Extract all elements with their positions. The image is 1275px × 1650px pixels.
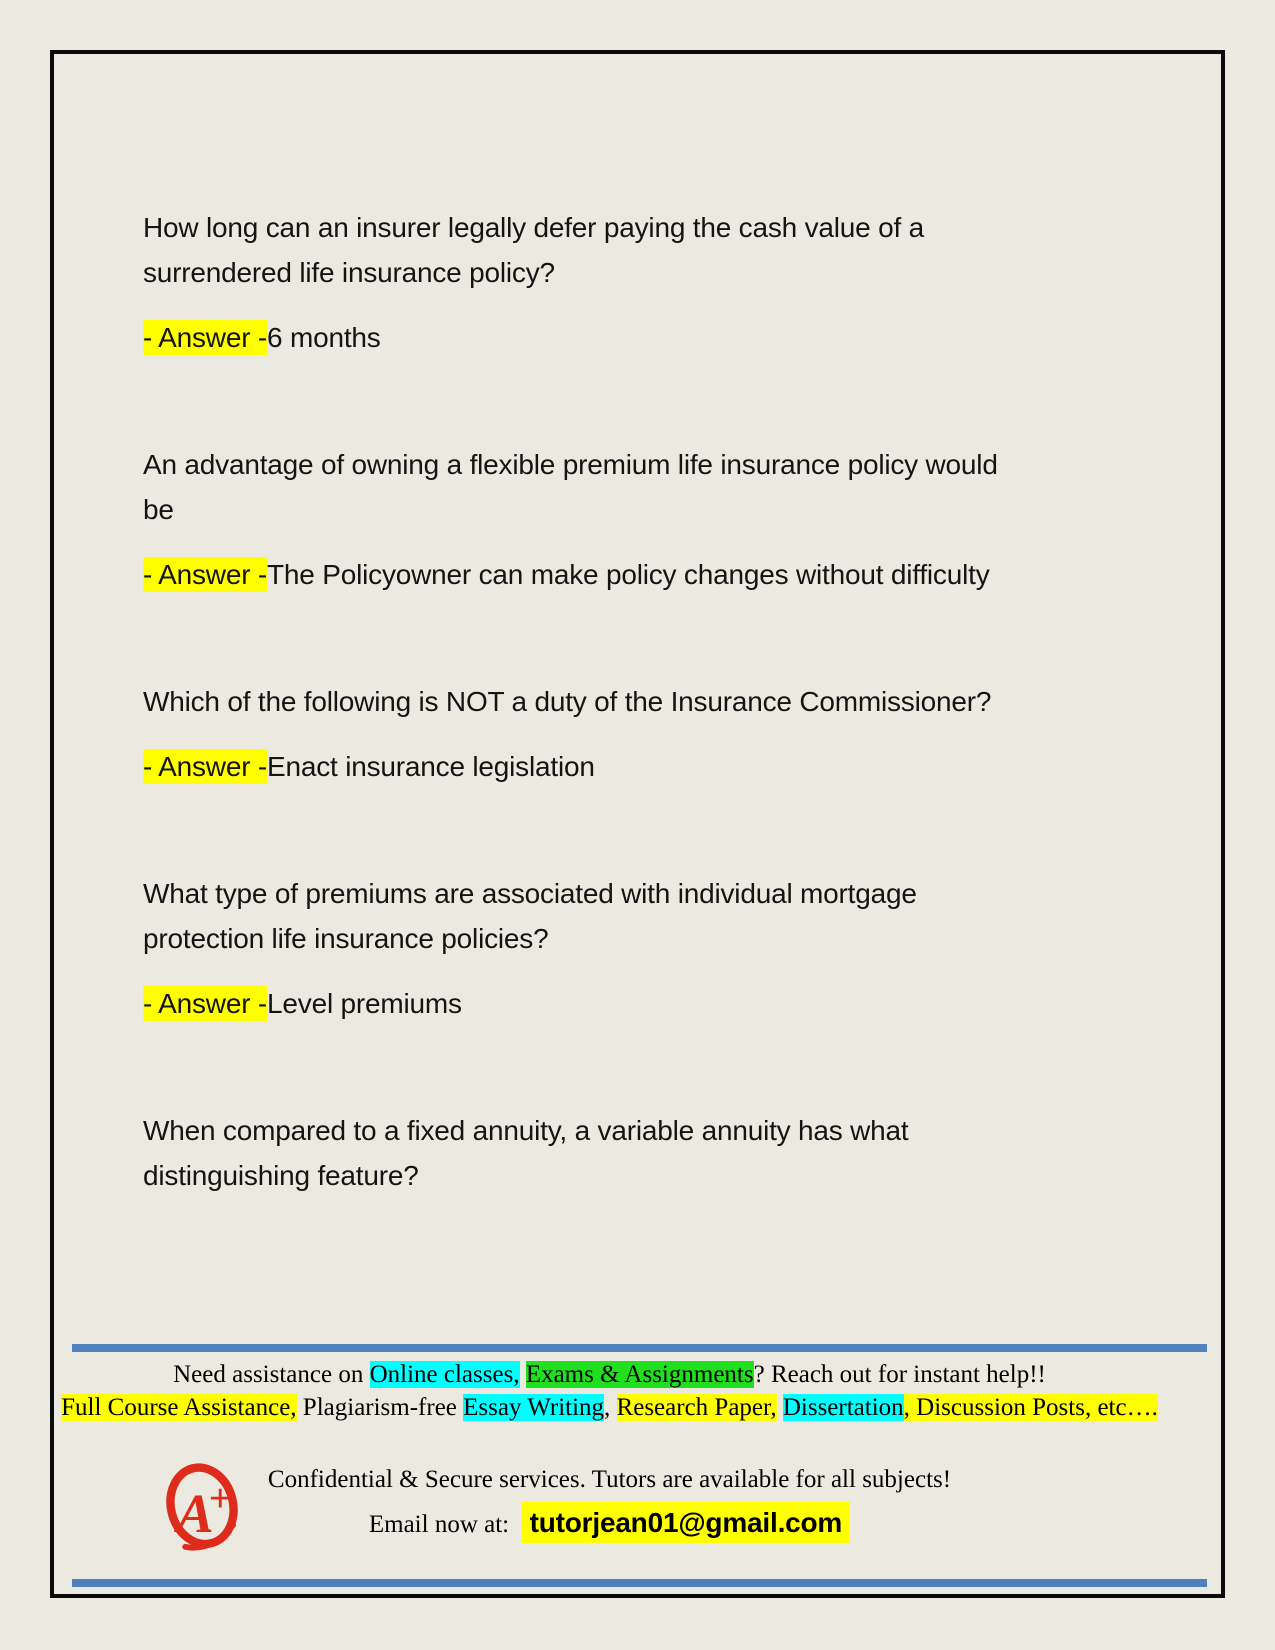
promo-text: , (604, 1394, 617, 1421)
a-plus-logo-icon (160, 1458, 244, 1562)
promo-text (777, 1394, 783, 1421)
promo-text: Plagiarism-free (296, 1394, 464, 1421)
question-line: protection life insurance policies? (143, 923, 549, 954)
qa-item (143, 205, 1161, 360)
qa-content (54, 54, 1221, 1198)
email-label: Email now at: (368, 1511, 510, 1538)
answer-text (143, 744, 1161, 789)
answer-value: 6 months (267, 322, 381, 353)
logo-plus-sign: + (208, 1475, 232, 1521)
qa-item (143, 442, 1161, 597)
answer-text (143, 981, 1161, 1026)
answer-label-highlight: - Answer - (143, 559, 268, 590)
footer-promo-line1 (54, 1358, 1165, 1391)
question-line: surrendered life insurance policy? (143, 257, 555, 288)
email-address[interactable]: tutorjean01@gmail.com (522, 1502, 851, 1543)
promo-text: ? Reach out for instant help!! (753, 1361, 1046, 1388)
question-line: Which of the following is NOT a duty of the Insurance Commissioner? (143, 686, 992, 717)
question-text (143, 1108, 1161, 1198)
answer-label-highlight: - Answer - (143, 322, 268, 353)
question-line: distinguishing feature? (143, 1160, 419, 1191)
question-text (143, 442, 1161, 532)
question-line: An advantage of owning a flexible premium life insurance policy would (143, 449, 998, 480)
qa-item (143, 1108, 1161, 1198)
question-text (143, 679, 1161, 724)
question-text (143, 205, 1161, 295)
answer-text (143, 552, 1161, 597)
question-line: be (143, 494, 174, 525)
answer-label-highlight: - Answer - (143, 751, 268, 782)
question-line: What type of premiums are associated with individual mortgage (143, 878, 917, 909)
blue-divider-bottom (72, 1579, 1207, 1587)
page-border-frame (50, 50, 1225, 1598)
answer-value: The Policyowner can make policy changes without difficulty (267, 559, 990, 590)
logo-letter-a: A (176, 1482, 214, 1544)
answer-value: Level premiums (267, 988, 462, 1019)
blue-divider-top (72, 1344, 1207, 1352)
answer-label-highlight: - Answer - (143, 988, 268, 1019)
exams-assignments-highlight: Exams & Assignments (525, 1361, 754, 1388)
discussion-posts-highlight: , Discussion Posts, etc…. (903, 1394, 1158, 1421)
question-text (143, 871, 1161, 961)
question-line: When compared to a fixed annuity, a variable annuity has what (143, 1115, 909, 1146)
essay-writing-highlight: Essay Writing (463, 1394, 605, 1421)
answer-text (143, 315, 1161, 360)
confidential-text: Confidential & Secure services. Tutors are available for all subjects! (267, 1466, 952, 1493)
dissertation-highlight: Dissertation (782, 1394, 904, 1421)
qa-item (143, 871, 1161, 1026)
answer-value: Enact insurance legislation (267, 751, 595, 782)
full-course-highlight: Full Course Assistance, (61, 1394, 297, 1421)
research-paper-highlight: Research Paper, (616, 1394, 777, 1421)
promo-text: Need assistance on (173, 1361, 370, 1388)
spacer (509, 1511, 522, 1538)
online-classes-highlight: Online classes, (369, 1361, 520, 1388)
qa-item (143, 679, 1161, 789)
question-line: How long can an insurer legally defer paying the cash value of a (143, 212, 925, 243)
promo-text (520, 1361, 526, 1388)
footer-promo-line2 (54, 1391, 1165, 1425)
